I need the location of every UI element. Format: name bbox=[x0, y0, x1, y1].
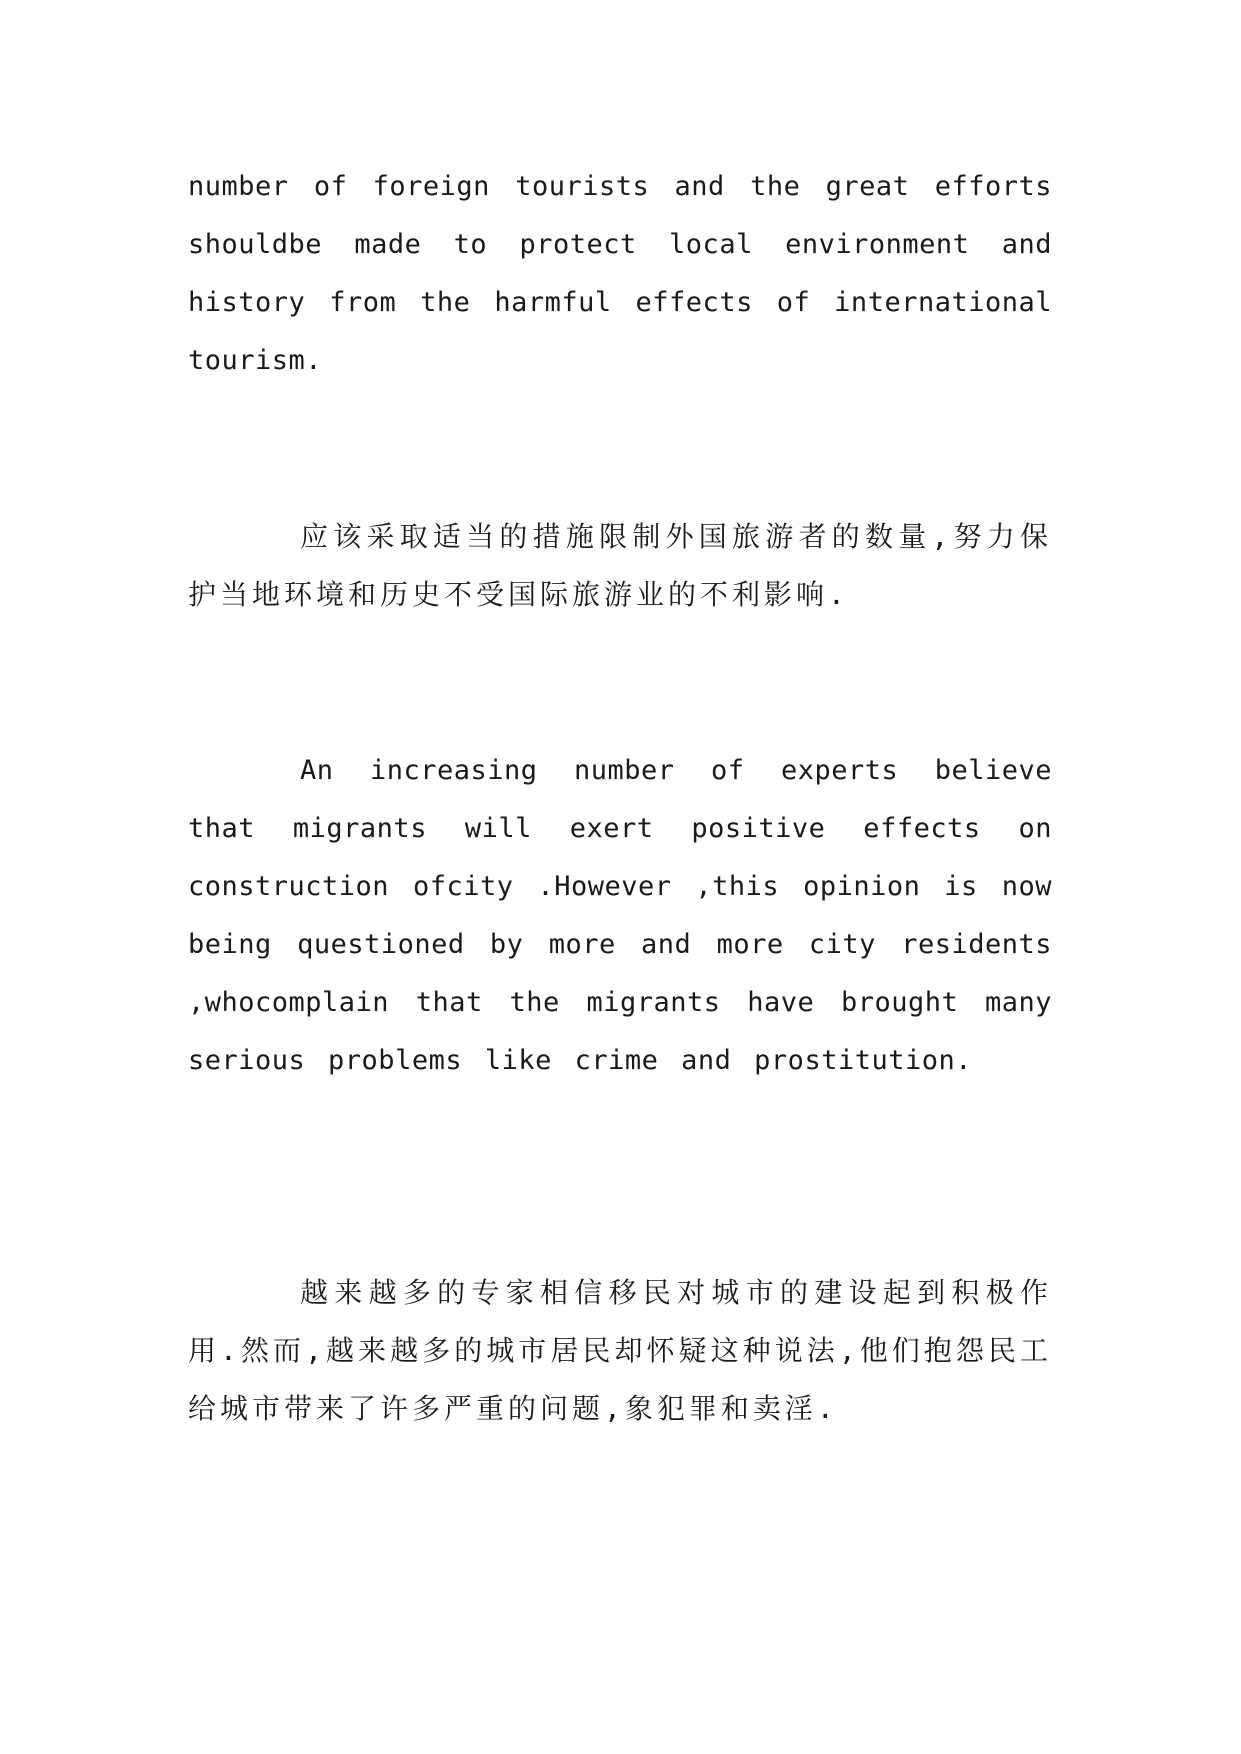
paragraph-tourism-chinese: 应该采取适当的措施限制外国旅游者的数量,努力保护当地环境和历史不受国际旅游业的不利影响. bbox=[188, 520, 1052, 611]
paragraph-tourism-english: number of foreign tourists and the great efforts shouldbe made to protect local environment and history from the harmful effects of international tourism. bbox=[188, 171, 1052, 376]
paragraph-migrants-english: An increasing number of experts believe that migrants will exert positive effects on construction ofcity .However ,this opinion is now being questioned by more and more city residents ,whocomplain that the migrants have brought many serious problems like crime and prostitution. bbox=[188, 755, 1052, 1076]
paragraph-migrants-chinese: 越来越多的专家相信移民对城市的建设起到积极作用.然而,越来越多的城市居民却怀疑这种说法,他们抱怨民工给城市带来了许多严重的问题,象犯罪和卖淫. bbox=[188, 1276, 1052, 1425]
